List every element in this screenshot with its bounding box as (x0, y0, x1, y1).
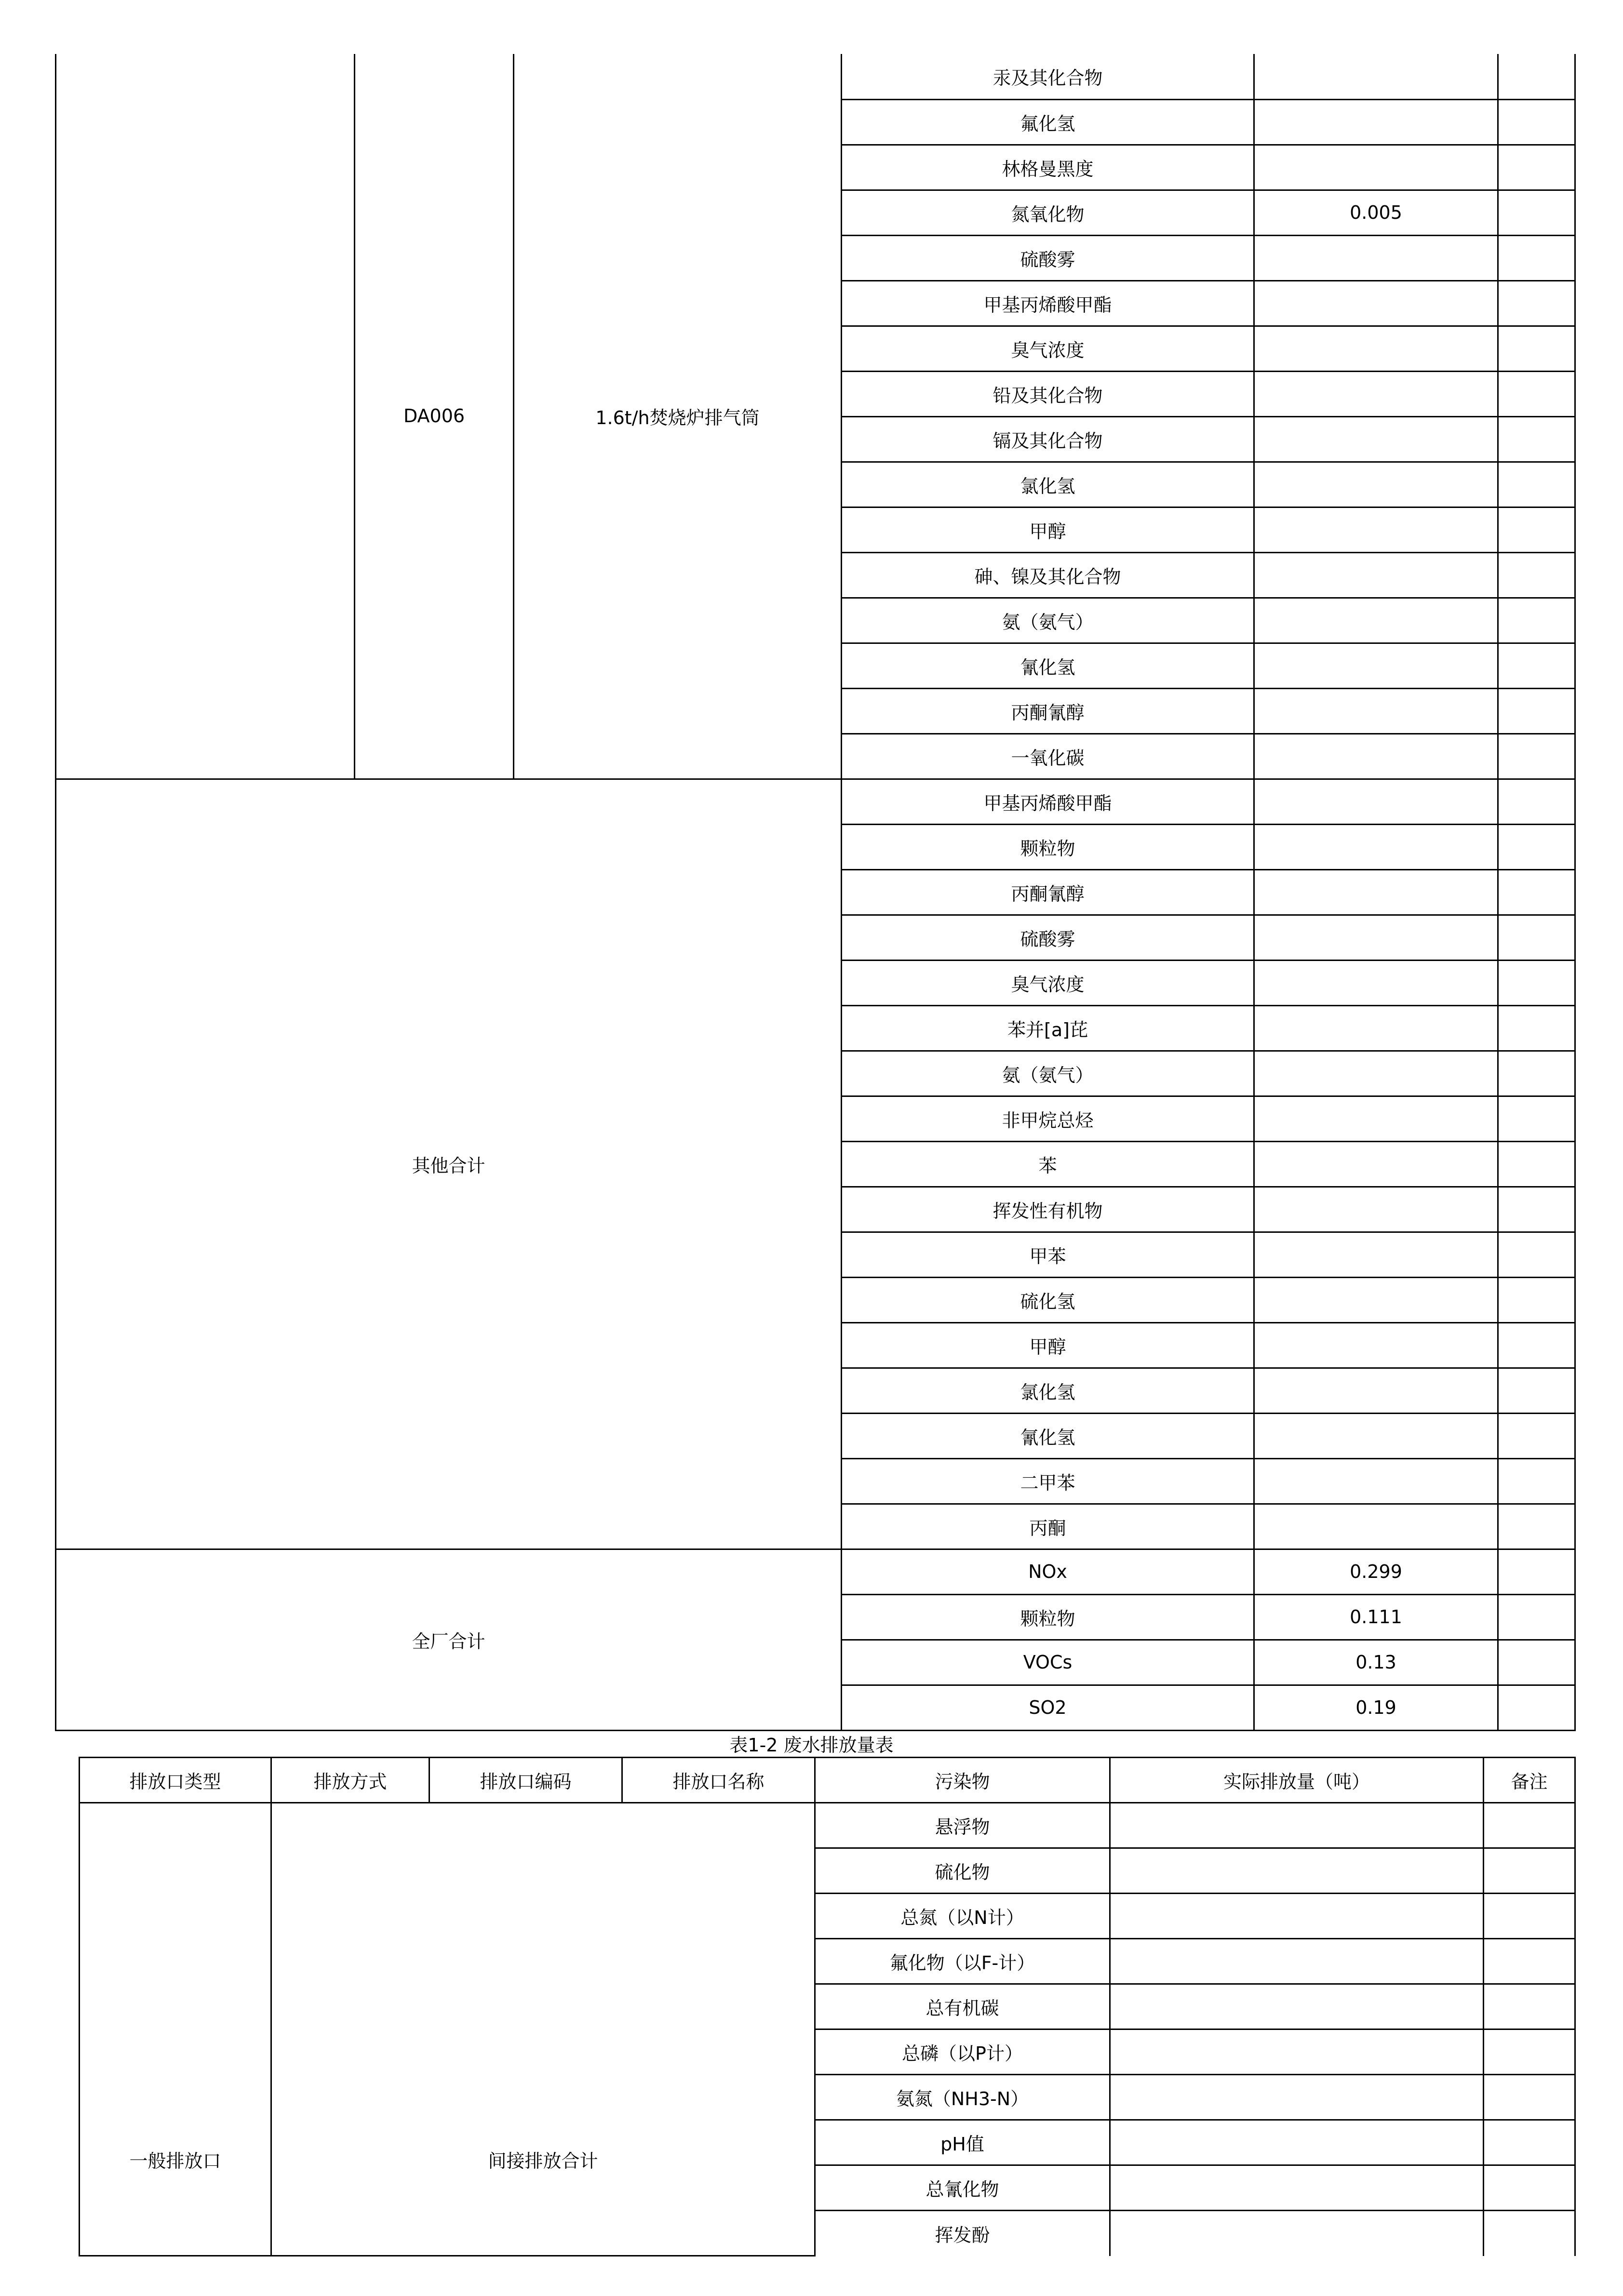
remark-cell (1498, 1640, 1575, 1685)
emission-amount: 0.111 (1254, 1594, 1498, 1640)
remark-cell (1484, 2029, 1575, 2075)
emission-amount (1254, 779, 1498, 824)
pollutant-name: 苯 (842, 1141, 1254, 1187)
remark-cell (1484, 1894, 1575, 1939)
remark-cell (1498, 1413, 1575, 1458)
column-header: 排放口类型 (80, 1758, 271, 1803)
remark-cell (1498, 326, 1575, 371)
remark-cell (1498, 1277, 1575, 1322)
remark-cell (1484, 1848, 1575, 1894)
pollutant-name: 挥发性有机物 (842, 1187, 1254, 1232)
total-total-label: 全厂合计 (56, 1549, 842, 1730)
pollutant-name: 甲基丙烯酸甲酯 (842, 779, 1254, 824)
remark-cell (1498, 507, 1575, 552)
pollutant-name: 硫酸雾 (842, 235, 1254, 280)
pollutant-name: 甲醇 (842, 1322, 1254, 1368)
pollutant-name: 一氧化碳 (842, 734, 1254, 779)
remark-cell (1498, 960, 1575, 1005)
pollutant-name: 总氮（以N计） (815, 1894, 1110, 1939)
pollutant-name: 挥发酚 (815, 2211, 1110, 2256)
emission-amount (1110, 2075, 1484, 2120)
remark-cell (1498, 416, 1575, 462)
emission-amount (1254, 1322, 1498, 1368)
pollutant-name: 砷、镍及其化合物 (842, 552, 1254, 598)
table-row (56, 779, 1575, 824)
remark-cell (1498, 1368, 1575, 1413)
table-row (56, 1549, 1575, 1594)
pollutant-name: 臭气浓度 (842, 326, 1254, 371)
pollutant-name: 氨（氨气） (842, 598, 1254, 643)
table-row (56, 54, 1575, 99)
emission-amount (1110, 2165, 1484, 2211)
emission-amount (1110, 1848, 1484, 1894)
remark-cell (1498, 280, 1575, 326)
remark-cell (1498, 1504, 1575, 1549)
remark-cell (1498, 1187, 1575, 1232)
emission-amount (1110, 2029, 1484, 2075)
emission-amount (1254, 688, 1498, 734)
remark-cell (1498, 688, 1575, 734)
pollutant-name: 总有机碳 (815, 1984, 1110, 2029)
emission-amount (1254, 371, 1498, 416)
other-total-label: 其他合计 (56, 779, 842, 1549)
remark-cell (1498, 1141, 1575, 1187)
remark-cell (1498, 145, 1575, 190)
remark-cell (1498, 190, 1575, 235)
pollutant-name: 铅及其化合物 (842, 371, 1254, 416)
emission-amount (1254, 507, 1498, 552)
pollutant-name: 氰化氢 (842, 643, 1254, 688)
remark-cell (1498, 598, 1575, 643)
pollutant-name: 颗粒物 (842, 824, 1254, 869)
remark-cell (1498, 371, 1575, 416)
remark-cell (1498, 643, 1575, 688)
pollutant-name: 氯化氢 (842, 462, 1254, 507)
remark-cell (1498, 1005, 1575, 1051)
remark-cell (1498, 235, 1575, 280)
pollutant-name: VOCs (842, 1640, 1254, 1685)
pollutant-name: 甲基丙烯酸甲酯 (842, 280, 1254, 326)
remark-cell (1498, 869, 1575, 915)
table-row (80, 1803, 1575, 1848)
remark-cell (1498, 779, 1575, 824)
emission-amount (1254, 54, 1498, 99)
remark-cell (1498, 1096, 1575, 1141)
remark-cell (1484, 2075, 1575, 2120)
emission-amount (1254, 734, 1498, 779)
remark-cell (1498, 1458, 1575, 1504)
emission-amount (1254, 1458, 1498, 1504)
emission-amount: 0.19 (1254, 1685, 1498, 1730)
pollutant-name: pH值 (815, 2120, 1110, 2165)
pollutant-name: 镉及其化合物 (842, 416, 1254, 462)
outlet-name: 1.6t/h焚烧炉排气筒 (514, 54, 842, 779)
pollutant-name: 颗粒物 (842, 1594, 1254, 1640)
pollutant-name: 总磷（以P计） (815, 2029, 1110, 2075)
pollutant-name: 林格曼黑度 (842, 145, 1254, 190)
pollutant-name: 甲醇 (842, 507, 1254, 552)
remark-cell (1498, 1594, 1575, 1640)
emission-amount (1254, 1277, 1498, 1322)
column-header: 备注 (1484, 1758, 1575, 1803)
emission-amount (1254, 99, 1498, 145)
emission-amount (1254, 1504, 1498, 1549)
pollutant-name: 甲苯 (842, 1232, 1254, 1277)
pollutant-name: NOx (842, 1549, 1254, 1594)
emission-amount (1254, 552, 1498, 598)
emission-amount (1254, 1141, 1498, 1187)
remark-cell (1498, 824, 1575, 869)
remark-cell (1484, 1803, 1575, 1848)
pollutant-name: 氯化氢 (842, 1368, 1254, 1413)
emission-amount (1110, 2211, 1484, 2256)
column-header: 排放口编码 (429, 1758, 622, 1803)
pollutant-name: 氮氧化物 (842, 190, 1254, 235)
remark-cell (1484, 2211, 1575, 2256)
emission-amount (1254, 1232, 1498, 1277)
emission-amount (1110, 1803, 1484, 1848)
emission-amount (1110, 1984, 1484, 2029)
remark-cell (1484, 2165, 1575, 2211)
pollutant-name: 丙酮 (842, 1504, 1254, 1549)
column-header: 排放口名称 (622, 1758, 815, 1803)
remark-cell (1484, 2120, 1575, 2165)
emission-amount (1254, 824, 1498, 869)
emission-amount (1110, 2120, 1484, 2165)
emission-amount: 0.13 (1254, 1640, 1498, 1685)
remark-cell (1498, 1685, 1575, 1730)
emission-amount: 0.005 (1254, 190, 1498, 235)
column-header: 污染物 (815, 1758, 1110, 1803)
remark-cell (1498, 734, 1575, 779)
pollutant-name: 总氰化物 (815, 2165, 1110, 2211)
remark-cell (1498, 54, 1575, 99)
remark-cell (1484, 1939, 1575, 1984)
pollutant-name: 丙酮氰醇 (842, 869, 1254, 915)
pollutant-name: 二甲苯 (842, 1458, 1254, 1504)
wastewater-emission-table (79, 1757, 1576, 2256)
pollutant-name: SO2 (842, 1685, 1254, 1730)
remark-cell (1498, 99, 1575, 145)
pollutant-name: 硫酸雾 (842, 915, 1254, 960)
pollutant-name: 丙酮氰醇 (842, 688, 1254, 734)
emission-amount (1254, 915, 1498, 960)
emission-amount (1254, 416, 1498, 462)
remark-cell (1484, 1984, 1575, 2029)
emission-amount (1254, 1051, 1498, 1096)
pollutant-name: 非甲烷总烃 (842, 1096, 1254, 1141)
remark-cell (1498, 915, 1575, 960)
remark-cell (1498, 552, 1575, 598)
pollutant-name: 悬浮物 (815, 1803, 1110, 1848)
emission-amount (1254, 280, 1498, 326)
emission-amount (1254, 869, 1498, 915)
emission-amount (1254, 235, 1498, 280)
outlet-type-cell (56, 54, 355, 779)
indirect-discharge-total: 间接排放合计 (271, 1803, 815, 2256)
emission-amount: 0.299 (1254, 1549, 1498, 1594)
pollutant-name: 硫化氢 (842, 1277, 1254, 1322)
remark-cell (1498, 1322, 1575, 1368)
pollutant-name: 氟化氢 (842, 99, 1254, 145)
emission-amount (1254, 960, 1498, 1005)
remark-cell (1498, 1549, 1575, 1594)
remark-cell (1498, 1232, 1575, 1277)
emission-amount (1254, 326, 1498, 371)
header-row (80, 1758, 1575, 1803)
pollutant-name: 臭气浓度 (842, 960, 1254, 1005)
outlet-code: DA006 (355, 54, 514, 779)
emission-amount (1254, 1368, 1498, 1413)
column-header: 实际排放量（吨） (1110, 1758, 1484, 1803)
table-caption: 表1-2 废水排放量表 (729, 1735, 894, 1756)
pollutant-name: 氰化氢 (842, 1413, 1254, 1458)
emission-amount (1254, 1096, 1498, 1141)
emission-amount (1254, 1005, 1498, 1051)
emission-amount (1110, 1939, 1484, 1984)
emission-amount (1254, 1187, 1498, 1232)
pollutant-name: 汞及其化合物 (842, 54, 1254, 99)
column-header: 排放方式 (271, 1758, 429, 1803)
emission-amount (1110, 1894, 1484, 1939)
pollutant-name: 氨（氨气） (842, 1051, 1254, 1096)
emission-amount (1254, 145, 1498, 190)
pollutant-name: 氟化物（以F-计） (815, 1939, 1110, 1984)
emission-amount (1254, 1413, 1498, 1458)
pollutant-name: 硫化物 (815, 1848, 1110, 1894)
outlet-type: 一般排放口 (80, 1803, 271, 2256)
emission-amount (1254, 598, 1498, 643)
remark-cell (1498, 462, 1575, 507)
remark-cell (1498, 1051, 1575, 1096)
air-emission-table (55, 54, 1576, 1731)
emission-amount (1254, 462, 1498, 507)
pollutant-name: 苯并[a]芘 (842, 1005, 1254, 1051)
emission-amount (1254, 643, 1498, 688)
pollutant-name: 氨氮（NH3-N） (815, 2075, 1110, 2120)
